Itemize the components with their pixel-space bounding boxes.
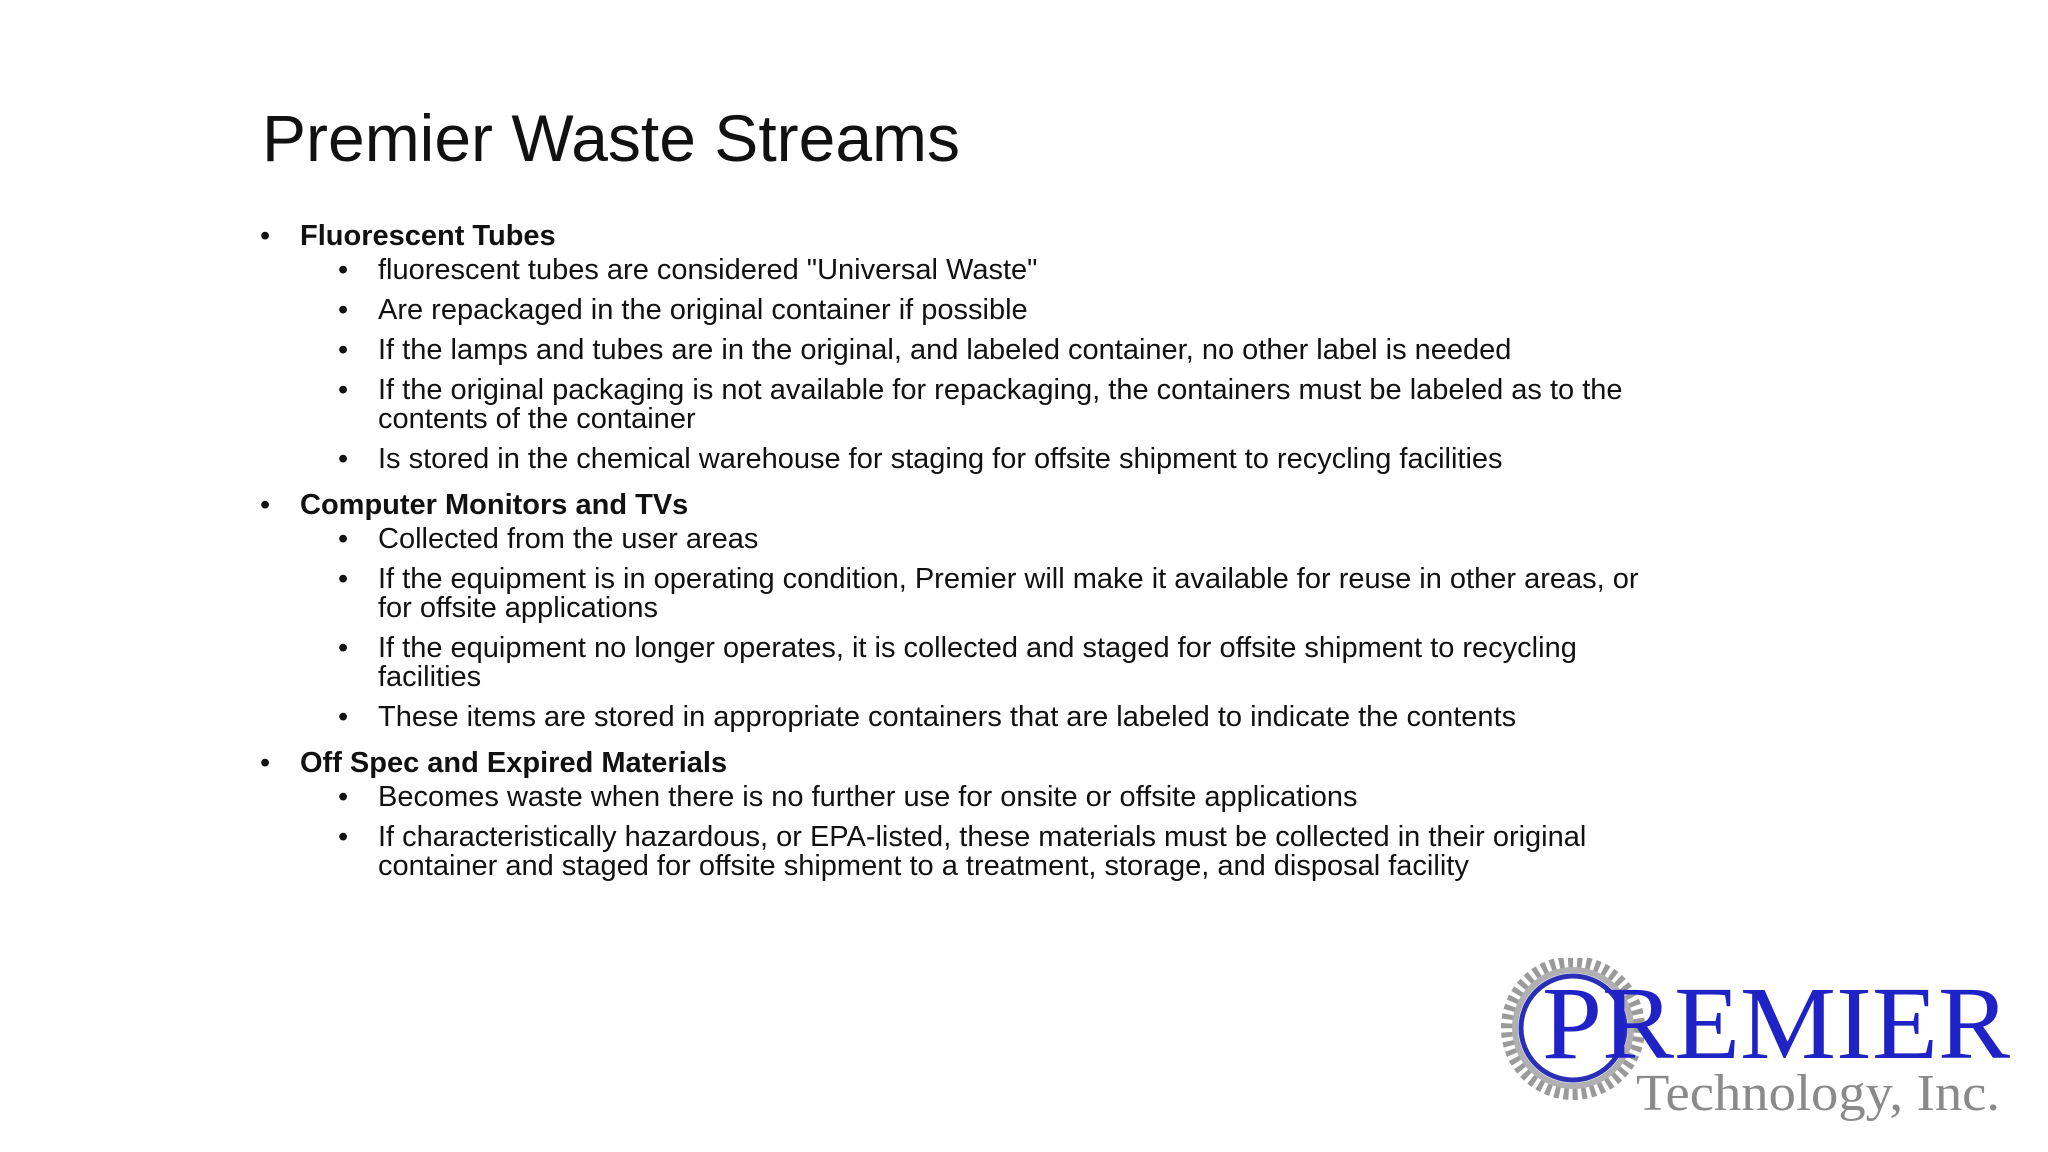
- bullet-icon: •: [338, 781, 349, 813]
- list-item-text: These items are stored in appropriate containers that are labeled to indicate the contents: [378, 701, 1517, 733]
- bullet-icon: •: [338, 821, 349, 853]
- list-item-text: fluorescent tubes are considered "Universal Waste": [378, 254, 1038, 286]
- logo-tagline: Technology, Inc.: [1636, 1065, 2000, 1122]
- list-item: [258, 823, 1678, 881]
- section-heading: [258, 485, 1678, 525]
- list-item-text: If the lamps and tubes are in the original, and labeled container, no other label is needed: [378, 334, 1512, 366]
- sub-list: [258, 783, 1678, 881]
- section-off-spec-materials: [258, 743, 1678, 881]
- slide-title: Premier Waste Streams: [262, 101, 961, 175]
- section-heading-text: Computer Monitors and TVs: [300, 489, 689, 521]
- list-item-text: Becomes waste when there is no further use for onsite or offsite applications: [378, 781, 1358, 813]
- list-item: [258, 565, 1678, 623]
- bullet-icon: •: [338, 334, 349, 366]
- list-item: [258, 336, 1678, 365]
- list-item: [258, 256, 1678, 285]
- bullet-icon: •: [260, 747, 271, 779]
- bullet-icon: •: [338, 523, 349, 555]
- list-item: [258, 525, 1678, 554]
- section-fluorescent-tubes: [258, 216, 1678, 474]
- list-item-text: Is stored in the chemical warehouse for staging for offsite shipment to recycling facilities: [378, 443, 1503, 475]
- bullet-icon: •: [338, 632, 349, 664]
- list-item-text: Are repackaged in the original container if possible: [378, 294, 1028, 326]
- bullet-icon: •: [338, 374, 349, 406]
- list-item-text: If characteristically hazardous, or EPA-listed, these materials must be collected in their original container and staged for offsite shipment to a treatment, storage, and disposal facility: [378, 821, 1587, 882]
- list-item-text: If the original packaging is not available for repackaging, the containers must be labeled as to the contents of the container: [378, 374, 1623, 435]
- bullet-icon: •: [260, 489, 271, 521]
- bullet-icon: •: [338, 563, 349, 595]
- section-computer-monitors: [258, 485, 1678, 732]
- sub-list: [258, 525, 1678, 732]
- section-heading: [258, 216, 1678, 256]
- list-item-text: If the equipment no longer operates, it is collected and staged for offsite shipment to recycling facilities: [378, 632, 1577, 693]
- list-item: [258, 296, 1678, 325]
- slide-content: [258, 216, 1678, 892]
- section-heading: [258, 743, 1678, 783]
- list-item: [258, 376, 1678, 434]
- list-item-text: If the equipment is in operating condition, Premier will make it available for reuse in other areas, or for offsite applications: [378, 563, 1639, 624]
- bullet-icon: •: [338, 701, 349, 733]
- bullet-icon: •: [338, 254, 349, 286]
- section-heading-text: Off Spec and Expired Materials: [300, 747, 728, 779]
- list-item: [258, 703, 1678, 732]
- list-item: [258, 634, 1678, 692]
- list-item-text: Collected from the user areas: [378, 523, 759, 555]
- premier-logo: [1500, 958, 2020, 1133]
- bullet-icon: •: [338, 443, 349, 475]
- section-heading-text: Fluorescent Tubes: [300, 220, 556, 252]
- list-item: [258, 783, 1678, 812]
- sub-list: [258, 256, 1678, 474]
- bullet-icon: •: [260, 220, 271, 252]
- list-item: [258, 445, 1678, 474]
- bullet-icon: •: [338, 294, 349, 326]
- logo-wordmark: PREMIER: [1542, 966, 2011, 1081]
